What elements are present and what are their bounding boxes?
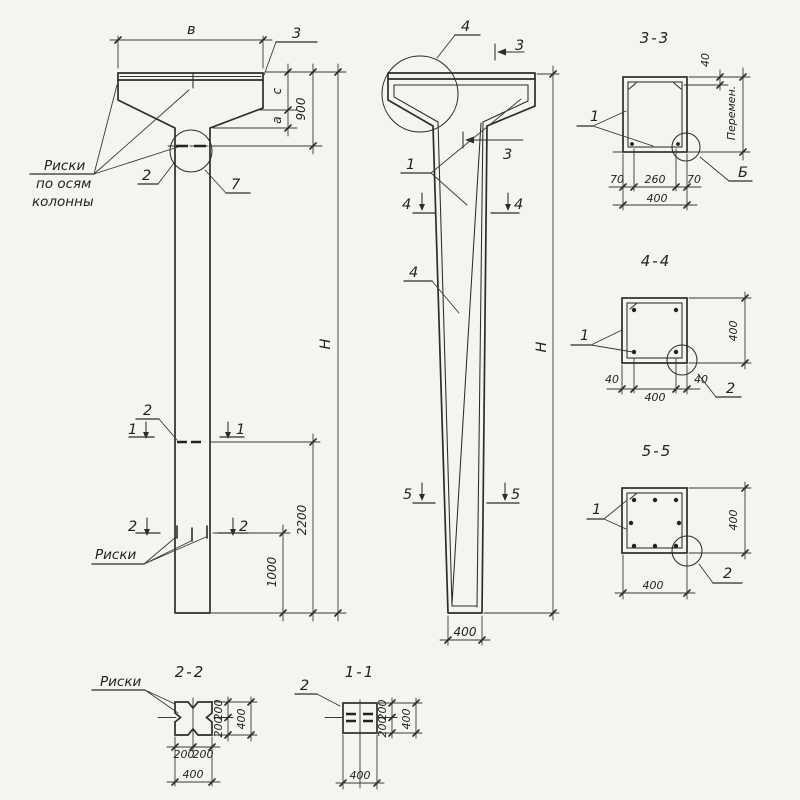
label-2-s11	[295, 678, 340, 706]
detail-circle	[170, 130, 212, 172]
dim-H-label: H	[318, 338, 334, 350]
label-4-top-text: 4	[461, 19, 471, 35]
label-7	[205, 170, 250, 193]
dim-2200-label: 2200	[295, 504, 309, 536]
dim-1000-label: 1000	[265, 556, 279, 588]
dim-400-right-label: 400	[727, 509, 740, 531]
section-5-5	[587, 442, 751, 599]
dim-200-b1-label: 200	[173, 748, 195, 761]
section-4-4-title: 4-4	[640, 252, 672, 270]
dim-400-bottom-label: 400	[644, 391, 666, 404]
mark4-left-text: 4	[402, 197, 412, 213]
dim-400-right-label: 400	[400, 708, 413, 730]
mark1-right-text: 1	[236, 422, 246, 438]
dim-c-label: с	[270, 87, 284, 95]
mark4-right-text: 4	[514, 197, 524, 213]
label-1-s33-text: 1	[590, 109, 600, 125]
label-3-text: 3	[292, 26, 302, 42]
section-3-3	[577, 29, 752, 210]
label-1-s44	[571, 328, 633, 352]
dim-400-bottom-label: 400	[349, 769, 371, 782]
section-3-3-title: 3-3	[639, 29, 671, 47]
label-2-mid-text: 2	[143, 403, 153, 419]
dim-400-middle	[440, 616, 490, 645]
label-2-s11-text: 2	[300, 678, 310, 694]
label-7-text: 7	[231, 177, 241, 193]
dim-40-right-label: 40	[694, 373, 708, 386]
dim-400-s33-label: 400	[646, 192, 668, 205]
label-2-s44-text: 2	[726, 381, 736, 397]
note-line1: Риски	[44, 158, 86, 174]
section-mark-3-bottom	[463, 132, 523, 163]
mark2-left-text: 2	[128, 519, 138, 535]
label-2-s55-text: 2	[723, 566, 733, 582]
dim-H-middle	[484, 66, 559, 620]
dim-70-left-label: 70	[610, 173, 624, 186]
mark5-left-text: 5	[403, 487, 413, 503]
label-1-s55	[587, 501, 626, 529]
label-3	[264, 26, 317, 75]
riski-note-22	[92, 674, 178, 713]
mark3-bottom-text: 3	[503, 147, 513, 163]
label-2-s55	[699, 564, 742, 583]
dim-200-b2-label: 200	[192, 748, 214, 761]
label-4-mid	[404, 265, 459, 313]
dim-400-right-label: 400	[235, 708, 248, 730]
dim-200-r1-label: 200	[212, 699, 225, 721]
section-5-5-title: 5-5	[641, 442, 673, 460]
section-4-4	[571, 252, 751, 404]
label-1-text: 1	[406, 157, 416, 173]
label-b-text: Б	[738, 165, 748, 181]
riski-label-text: Риски	[95, 547, 137, 563]
section-2-2-title: 2-2	[174, 663, 206, 681]
mark1-left-text: 1	[128, 422, 138, 438]
section-mark-3-top	[495, 38, 524, 60]
mark2-right-text: 2	[239, 519, 249, 535]
mark3-top-text: 3	[515, 38, 525, 54]
dim-900-label: 900	[294, 97, 308, 121]
section-1-1-title: 1-1	[344, 663, 376, 681]
detail-circle	[382, 56, 458, 132]
section-mark-1	[128, 403, 245, 442]
label-b	[700, 157, 752, 181]
dim-200-r1-label: 200	[376, 699, 389, 721]
dim-400-bottom-label: 400	[642, 579, 664, 592]
label-2-head-text: 2	[142, 168, 152, 184]
label-4-top	[437, 19, 480, 58]
label-1-s55-text: 1	[592, 502, 602, 518]
dim-200-r2-label: 200	[376, 716, 389, 738]
section-mark-4	[402, 193, 523, 213]
label-1-s44-text: 1	[580, 328, 590, 344]
section-mark-5	[403, 483, 520, 503]
section-2-2	[92, 663, 257, 786]
label-2-head	[138, 163, 174, 184]
dim-400-middle-label: 400	[453, 625, 477, 639]
mark5-right-text: 5	[511, 487, 521, 503]
dim-H-middle-label: H	[534, 341, 550, 353]
middle-view	[382, 19, 559, 645]
dim-40-left-label: 40	[605, 373, 619, 386]
riski-22-text: Риски	[100, 674, 142, 690]
dim-400-bottom-label: 400	[182, 768, 204, 781]
note-riski-axes	[30, 85, 189, 210]
note-line3: колонны	[32, 194, 94, 210]
section-mark-2	[92, 518, 248, 564]
dim-var-label: Перемен.	[725, 85, 738, 141]
dim-200-r2-label: 200	[212, 716, 225, 738]
left-view	[30, 22, 346, 621]
dim-a-label: а	[270, 116, 284, 124]
section-1-1	[295, 663, 422, 789]
dim-b	[110, 22, 272, 68]
note-line2: по осям	[36, 176, 92, 192]
dim-70-right-label: 70	[687, 173, 701, 186]
dim-40-label: 40	[699, 53, 712, 67]
left-view-dims	[211, 64, 346, 621]
dim-260-label: 260	[644, 173, 666, 186]
dim-b-label: в	[187, 22, 196, 38]
label-1-s33	[577, 109, 653, 146]
label-4-mid-text: 4	[409, 265, 419, 281]
dim-400-right-label: 400	[727, 320, 740, 342]
